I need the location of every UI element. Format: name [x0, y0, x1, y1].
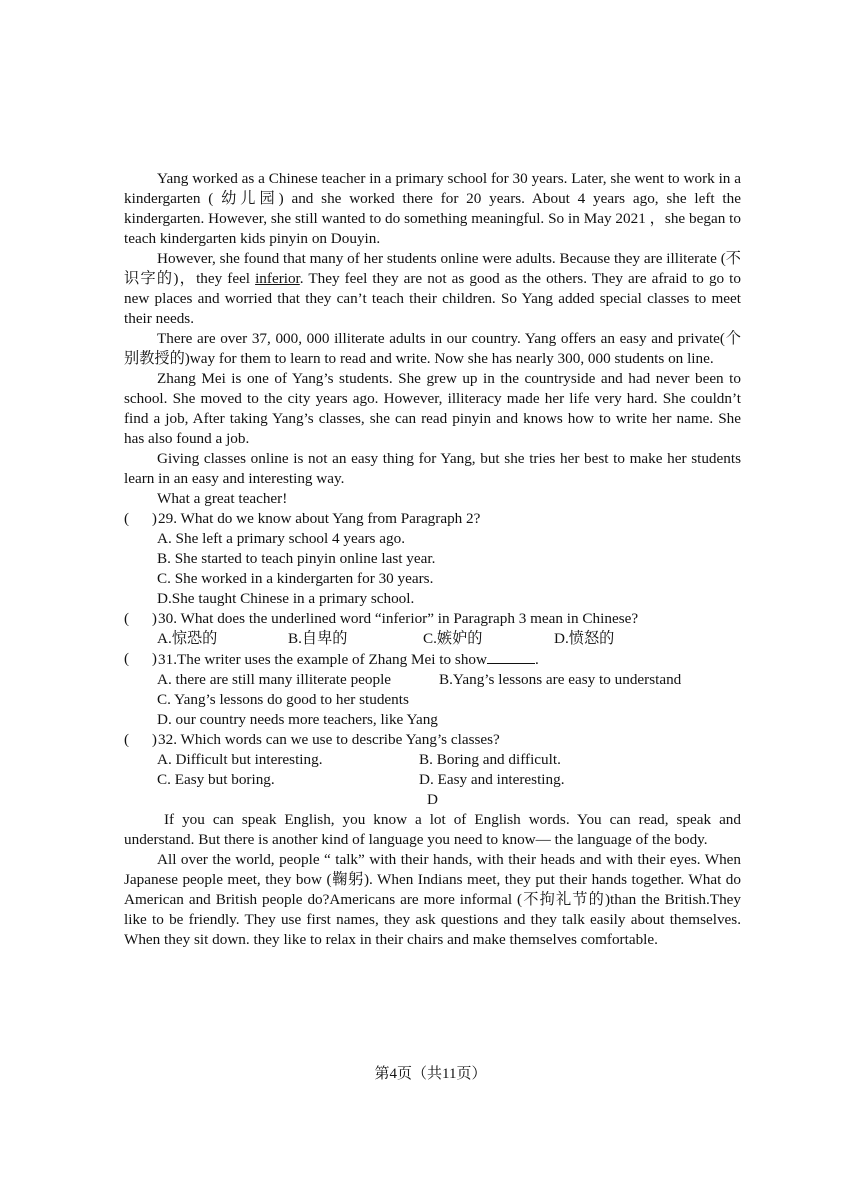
question-32	[124, 730, 741, 750]
q31-option-d: D. our country needs more teachers, like Yang	[157, 711, 438, 728]
p2-text-before: However, she found that many of her students online were adults. Because they are illiterate (不识字的)，they feel	[124, 250, 741, 287]
passage-c-paragraph-5: Giving classes online is not an easy thing for Yang, but she tries her best to make her students learn in an easy and interesting way.	[124, 450, 741, 487]
q31-option-b: B.Yang’s lessons are easy to understand	[439, 671, 682, 688]
q30-option-c: C.嫉妒的	[423, 630, 483, 647]
q30-options	[157, 629, 741, 649]
answer-blank-29[interactable]: ( )	[124, 510, 157, 527]
q29-option-c: C. She worked in a kindergarten for 30 years.	[157, 570, 434, 587]
question-31-stem: 31.The writer uses the example of Zhang Mei to show	[158, 651, 487, 668]
passage-c-paragraph-4: Zhang Mei is one of Yang’s students. She grew up in the countryside and had never been to school. She moved to the city years ago. However, illiteracy made her life very hard. She couldn’t find a job, After taking Yang’s classes, she can read pinyin and knows how to write her name. She has also found a job.	[124, 370, 741, 447]
q32-options-row-2	[157, 770, 741, 790]
passage-c-paragraph-6: What a great teacher!	[157, 490, 288, 507]
question-31-stem-wrap	[158, 649, 539, 670]
passage-d-heading: D	[427, 791, 438, 808]
passage-c-paragraph-2	[124, 249, 741, 329]
q30-option-d: D.愤怒的	[554, 630, 615, 647]
question-32-stem: 32. Which words can we use to describe Yang’s classes?	[158, 731, 500, 748]
q30-option-b: B.自卑的	[288, 630, 348, 647]
page-content	[124, 169, 741, 950]
page-number-footer: 第4页（共11页）	[374, 1066, 487, 1082]
question-31-stem-end: .	[534, 651, 539, 668]
answer-blank-30[interactable]: ( )	[124, 610, 157, 627]
fill-in-blank-line	[487, 649, 535, 664]
passage-d-paragraph-2: All over the world, people “ talk” with their hands, with their heads and with their eyes. When Japanese people meet, they bow (鞠躬). When Indians meet, they put their hands together. What do American and British people do?Americans are more informal (不拘礼节的)than the British.They like to be friendly. They use first names, they ask questions and they talk easily about themselves. When they sit down. they like to relax in their chairs and make themselves comfortable.	[124, 851, 741, 948]
q30-option-a: A.惊恐的	[157, 630, 218, 647]
question-29	[124, 509, 741, 529]
q29-option-a: A. She left a primary school 4 years ago.	[157, 530, 405, 547]
question-30	[124, 609, 741, 629]
q32-options-row-1	[157, 750, 741, 770]
q31-options-row-1	[157, 670, 741, 690]
q32-option-d: D. Easy and interesting.	[419, 771, 565, 788]
answer-blank-31[interactable]: ( )	[124, 650, 157, 667]
answer-blank-32[interactable]: ( )	[124, 731, 157, 748]
question-31	[124, 649, 741, 670]
passage-c-paragraph-3: There are over 37, 000, 000 illiterate adults in our country. Yang offers an easy and private(个别教授的)way for them to learn to read and write. Now she has nearly 300, 000 students on line.	[124, 330, 741, 367]
q32-option-b: B. Boring and difficult.	[419, 751, 561, 768]
q29-option-d: D.She taught Chinese in a primary school.	[157, 590, 415, 607]
question-29-stem: 29. What do we know about Yang from Paragraph 2?	[158, 510, 481, 527]
q29-option-b: B. She started to teach pinyin online last year.	[157, 550, 436, 567]
q32-option-c: C. Easy but boring.	[157, 771, 275, 788]
passage-d-paragraph-1: If you can speak English, you know a lot of English words. You can read, speak and understand. But there is another kind of language you need to know— the language of the body.	[124, 811, 741, 848]
p2-text-after: . They feel they are not as good as the others. They are afraid to go to new places and worried that they can’t teach their children. So Yang added special classes to meet their needs.	[124, 270, 741, 327]
q31-option-c: C. Yang’s lessons do good to her students	[157, 691, 409, 708]
underlined-word-inferior: inferior	[255, 270, 300, 287]
question-30-stem: 30. What does the underlined word “inferior” in Paragraph 3 mean in Chinese?	[158, 610, 639, 627]
q32-option-a: A. Difficult but interesting.	[157, 751, 323, 768]
q31-option-a: A. there are still many illiterate people	[157, 671, 392, 688]
passage-c-paragraph-1: Yang worked as a Chinese teacher in a primary school for 30 years. Later, she went to work in a kindergarten ( 幼儿园) and she worked there for 20 years. About 4 years ago, she left the kindergarten. However, she still wanted to do something meaningful. So in May 2021 ，she began to teach kindergarten kids pinyin on Douyin.	[124, 170, 741, 247]
